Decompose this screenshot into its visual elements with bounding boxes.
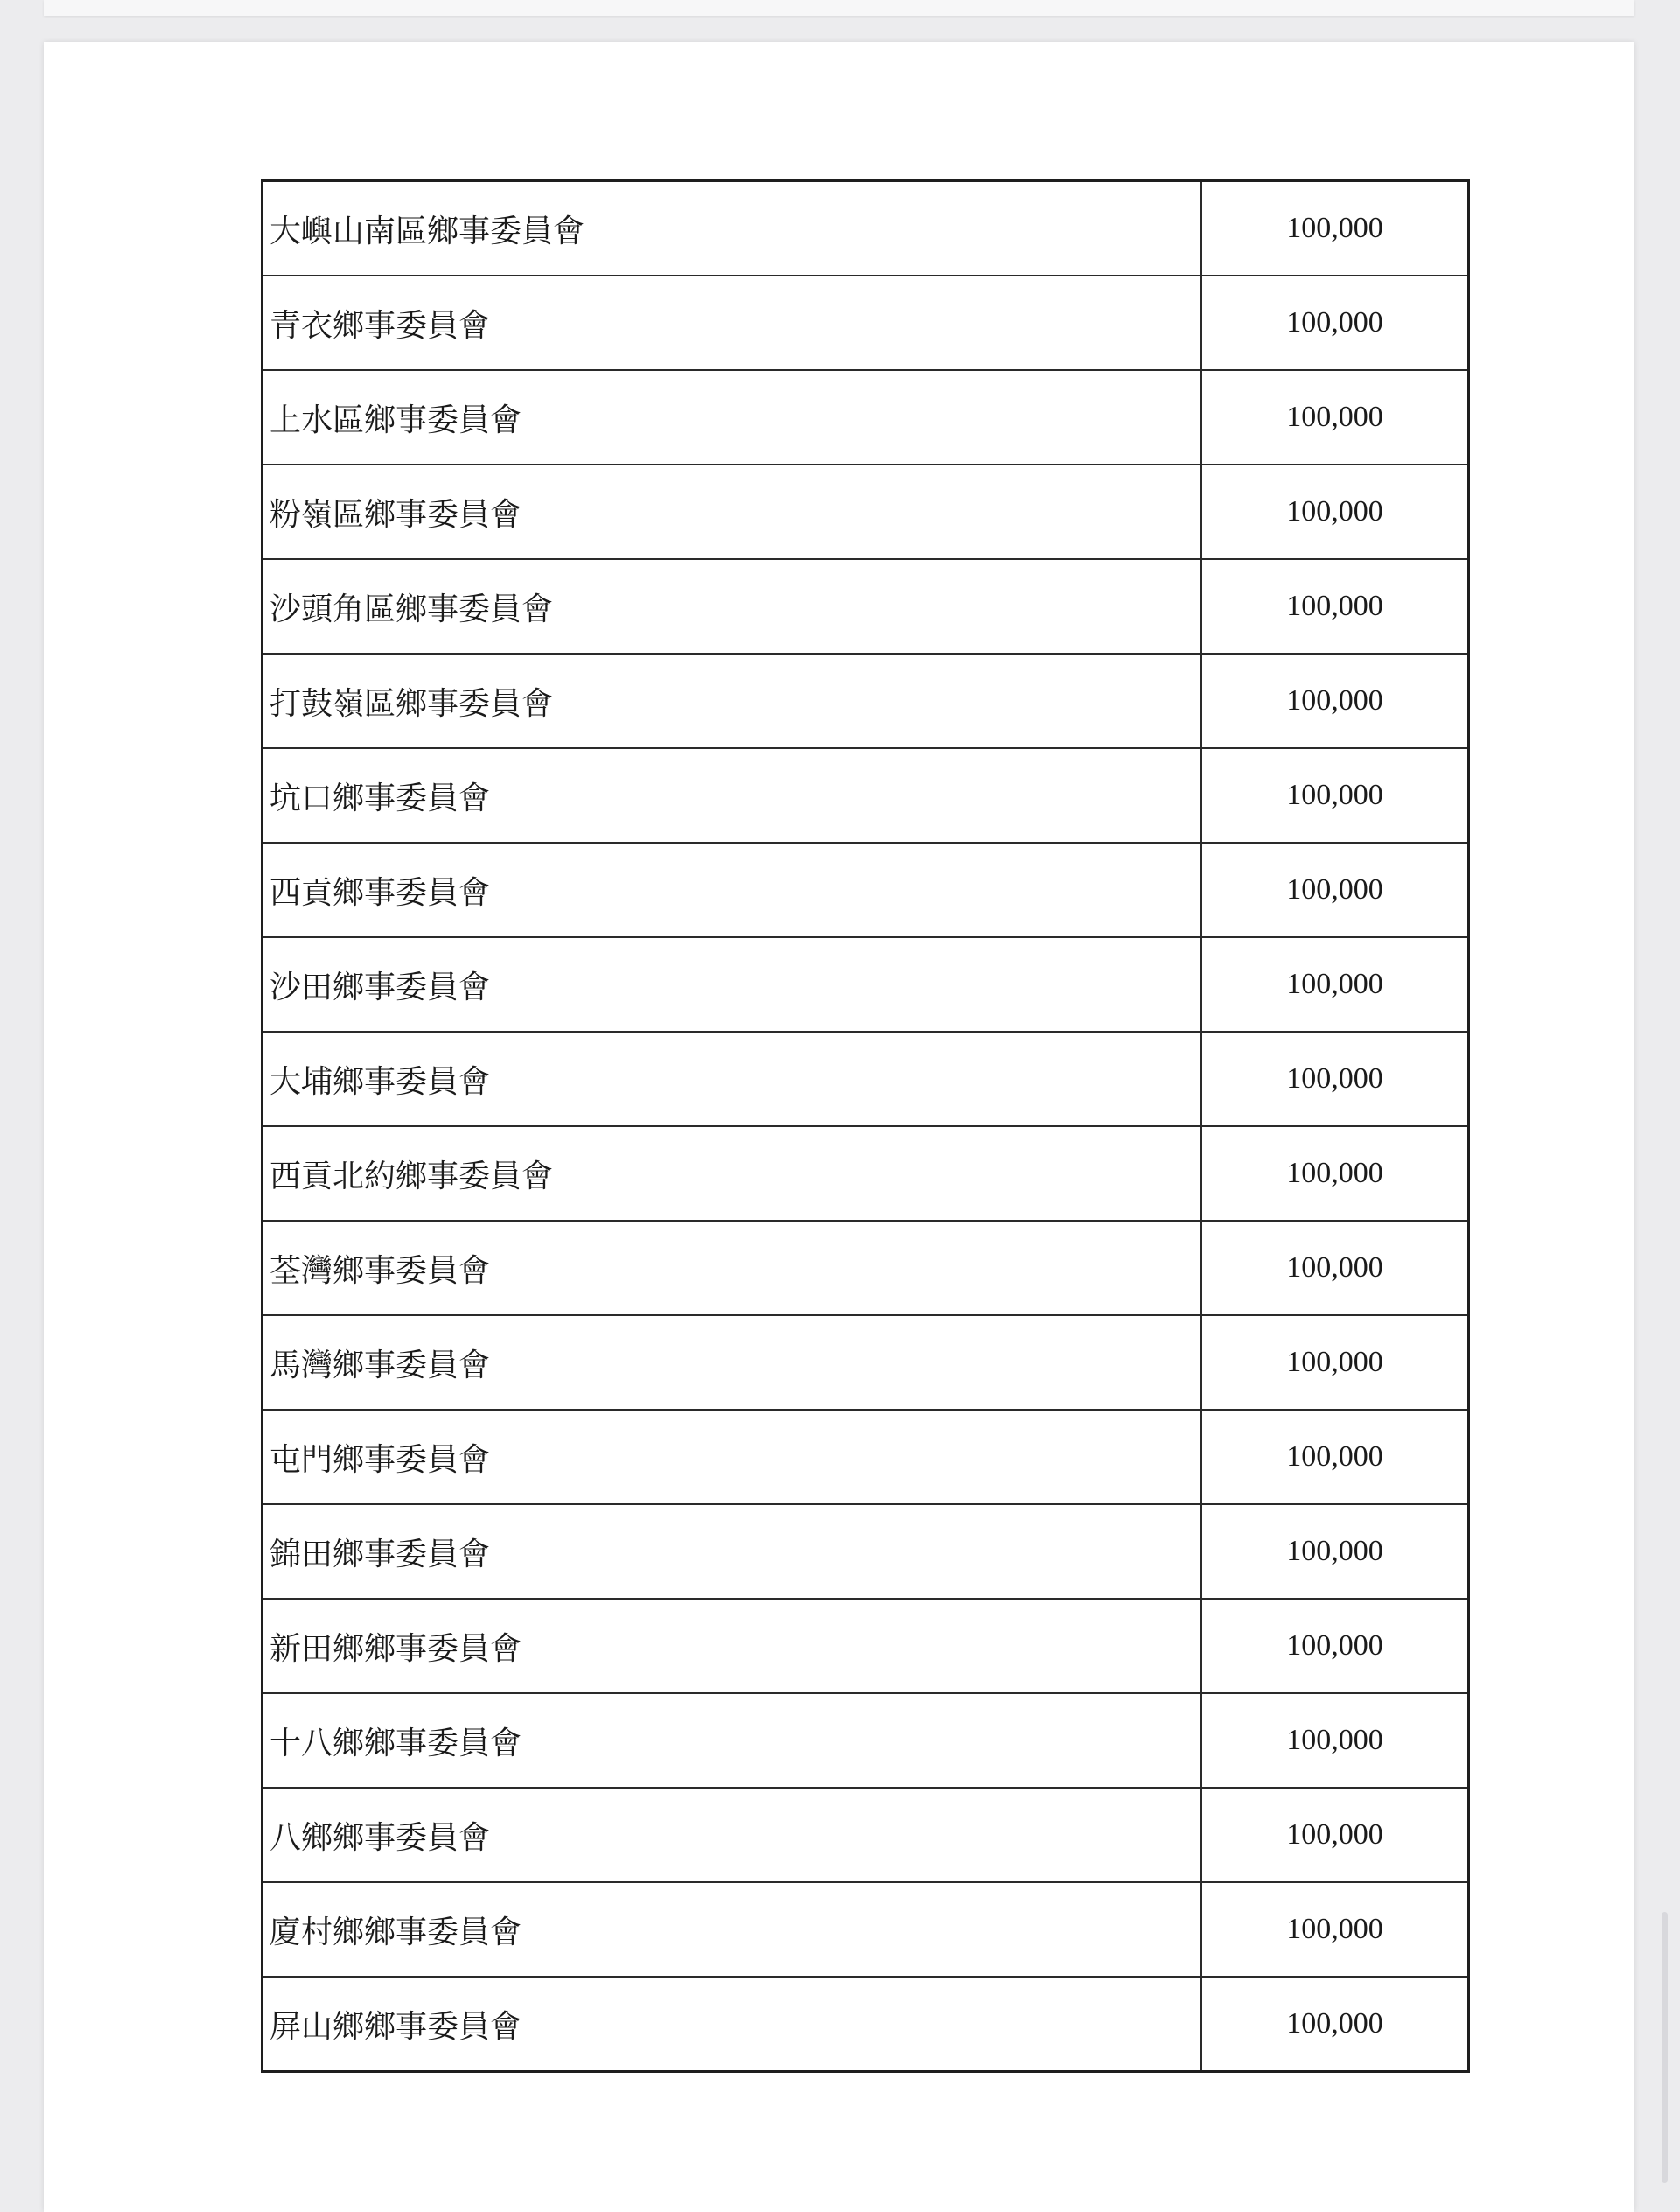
committee-name: 西貢鄉事委員會 [262, 843, 1202, 937]
committee-name: 大嶼山南區鄉事委員會 [262, 181, 1202, 276]
committee-name: 上水區鄉事委員會 [262, 370, 1202, 465]
amount: 100,000 [1201, 1315, 1468, 1410]
table-row [262, 654, 1469, 748]
amount: 100,000 [1201, 1693, 1468, 1788]
table-row [262, 1882, 1469, 1977]
table-row [262, 181, 1469, 276]
table-row [262, 1788, 1469, 1882]
amount: 100,000 [1201, 559, 1468, 654]
amount: 100,000 [1201, 370, 1468, 465]
amount: 100,000 [1201, 1788, 1468, 1882]
table-row [262, 1977, 1469, 2072]
committee-name: 十八鄉鄉事委員會 [262, 1693, 1202, 1788]
amount: 100,000 [1201, 654, 1468, 748]
committee-name: 屏山鄉鄉事委員會 [262, 1977, 1202, 2072]
vertical-scrollbar[interactable] [1662, 1912, 1668, 2183]
table-row [262, 1504, 1469, 1599]
committee-name: 馬灣鄉事委員會 [262, 1315, 1202, 1410]
committee-name: 西貢北約鄉事委員會 [262, 1126, 1202, 1221]
table-row [262, 1599, 1469, 1693]
committee-name: 沙田鄉事委員會 [262, 937, 1202, 1032]
amount: 100,000 [1201, 465, 1468, 559]
table-row [262, 843, 1469, 937]
table-row [262, 1315, 1469, 1410]
table-row [262, 276, 1469, 370]
table-row [262, 748, 1469, 843]
amount: 100,000 [1201, 748, 1468, 843]
table-row [262, 559, 1469, 654]
committee-name: 荃灣鄉事委員會 [262, 1221, 1202, 1315]
amount: 100,000 [1201, 1504, 1468, 1599]
amount: 100,000 [1201, 1599, 1468, 1693]
amount: 100,000 [1201, 1126, 1468, 1221]
committee-name: 大埔鄉事委員會 [262, 1032, 1202, 1126]
committee-name: 沙頭角區鄉事委員會 [262, 559, 1202, 654]
previous-page-edge [44, 0, 1634, 16]
table-row [262, 1126, 1469, 1221]
funding-table [261, 179, 1470, 2073]
committee-name: 粉嶺區鄉事委員會 [262, 465, 1202, 559]
committee-name: 八鄉鄉事委員會 [262, 1788, 1202, 1882]
table-row [262, 1410, 1469, 1504]
table-row [262, 1693, 1469, 1788]
amount: 100,000 [1201, 1410, 1468, 1504]
table-row [262, 465, 1469, 559]
amount: 100,000 [1201, 843, 1468, 937]
committee-name: 屯門鄉事委員會 [262, 1410, 1202, 1504]
table-row [262, 1221, 1469, 1315]
amount: 100,000 [1201, 1221, 1468, 1315]
committee-name: 打鼓嶺區鄉事委員會 [262, 654, 1202, 748]
amount: 100,000 [1201, 937, 1468, 1032]
table-body [262, 181, 1469, 2072]
amount: 100,000 [1201, 1882, 1468, 1977]
committee-name: 廈村鄉鄉事委員會 [262, 1882, 1202, 1977]
table-row [262, 937, 1469, 1032]
amount: 100,000 [1201, 1977, 1468, 2072]
committee-name: 青衣鄉事委員會 [262, 276, 1202, 370]
amount: 100,000 [1201, 181, 1468, 276]
amount: 100,000 [1201, 1032, 1468, 1126]
table-row [262, 1032, 1469, 1126]
amount: 100,000 [1201, 276, 1468, 370]
document-page [44, 42, 1634, 2212]
committee-name: 坑口鄉事委員會 [262, 748, 1202, 843]
committee-name: 新田鄉鄉事委員會 [262, 1599, 1202, 1693]
table-row [262, 370, 1469, 465]
committee-name: 錦田鄉事委員會 [262, 1504, 1202, 1599]
